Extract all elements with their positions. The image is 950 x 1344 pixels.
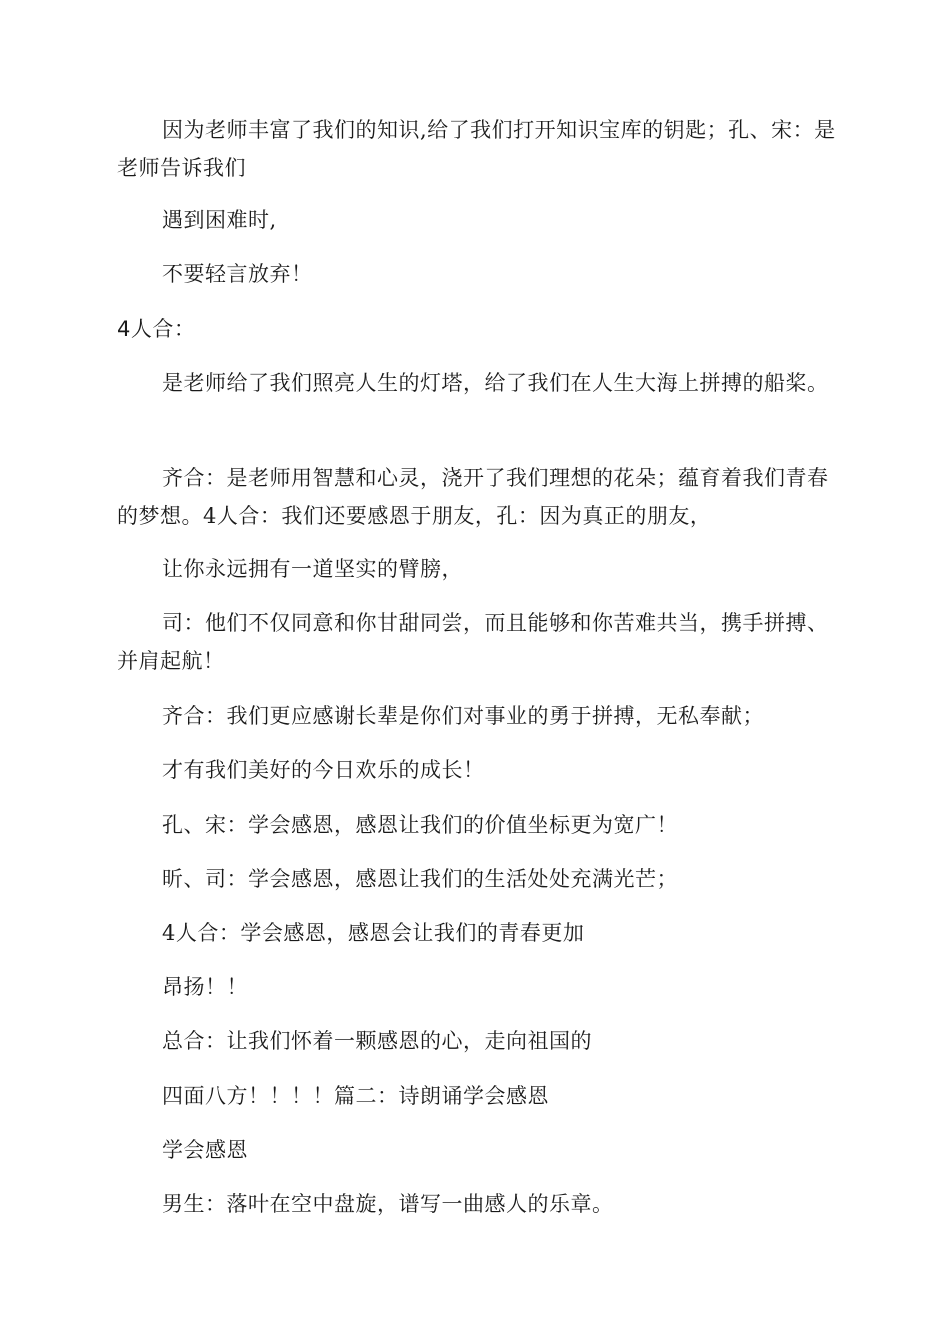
paragraph-10: 才有我们美好的今日欢乐的成长！	[162, 758, 485, 782]
paragraph-3: 不要轻言放弃！	[162, 262, 313, 286]
paragraph-16: 四面八方！！！！篇二：诗朗诵学会感恩	[162, 1084, 549, 1108]
paragraph-5: 是老师给了我们照亮人生的灯塔，给了我们在人生大海上拼搏的船桨。	[162, 371, 829, 395]
paragraph-1: 因为老师丰富了我们的知识,给了我们打开知识宝库的钥匙；孔、宋：是老师告诉我们	[117, 118, 836, 180]
paragraph-15: 总合：让我们怀着一颗感恩的心，走向祖国的	[162, 1029, 592, 1053]
paragraph-4: 4人合：	[117, 317, 196, 341]
paragraph-18: 男生：落叶在空中盘旋，谱写一曲感人的乐章。	[162, 1192, 614, 1216]
paragraph-12: 昕、司：学会感恩，感恩让我们的生活处处充满光芒；	[162, 867, 678, 891]
paragraph-17: 学会感恩	[162, 1138, 248, 1162]
paragraph-6: 齐合：是老师用智慧和心灵，浇开了我们理想的花朵；蕴育着我们青春的梦想。4人合：我们还要感恩于朋友，孔：因为真正的朋友，	[117, 466, 829, 528]
paragraph-7: 让你永远拥有一道坚实的臂膀，	[162, 557, 463, 581]
paragraph-13: 4人合：学会感恩，感恩会让我们的青春更加	[162, 921, 585, 945]
paragraph-14: 昂扬！！	[162, 975, 248, 999]
paragraph-9: 齐合：我们更应感谢长辈是你们对事业的勇于拼搏，无私奉献；	[162, 704, 764, 728]
paragraph-11: 孔、宋：学会感恩，感恩让我们的价值坐标更为宽广！	[162, 813, 678, 837]
paragraph-2: 遇到困难时,	[162, 208, 277, 232]
paragraph-8: 司：他们不仅同意和你甘甜同尝，而且能够和你苦难共当，携手拼搏、并肩起航！	[117, 611, 829, 673]
